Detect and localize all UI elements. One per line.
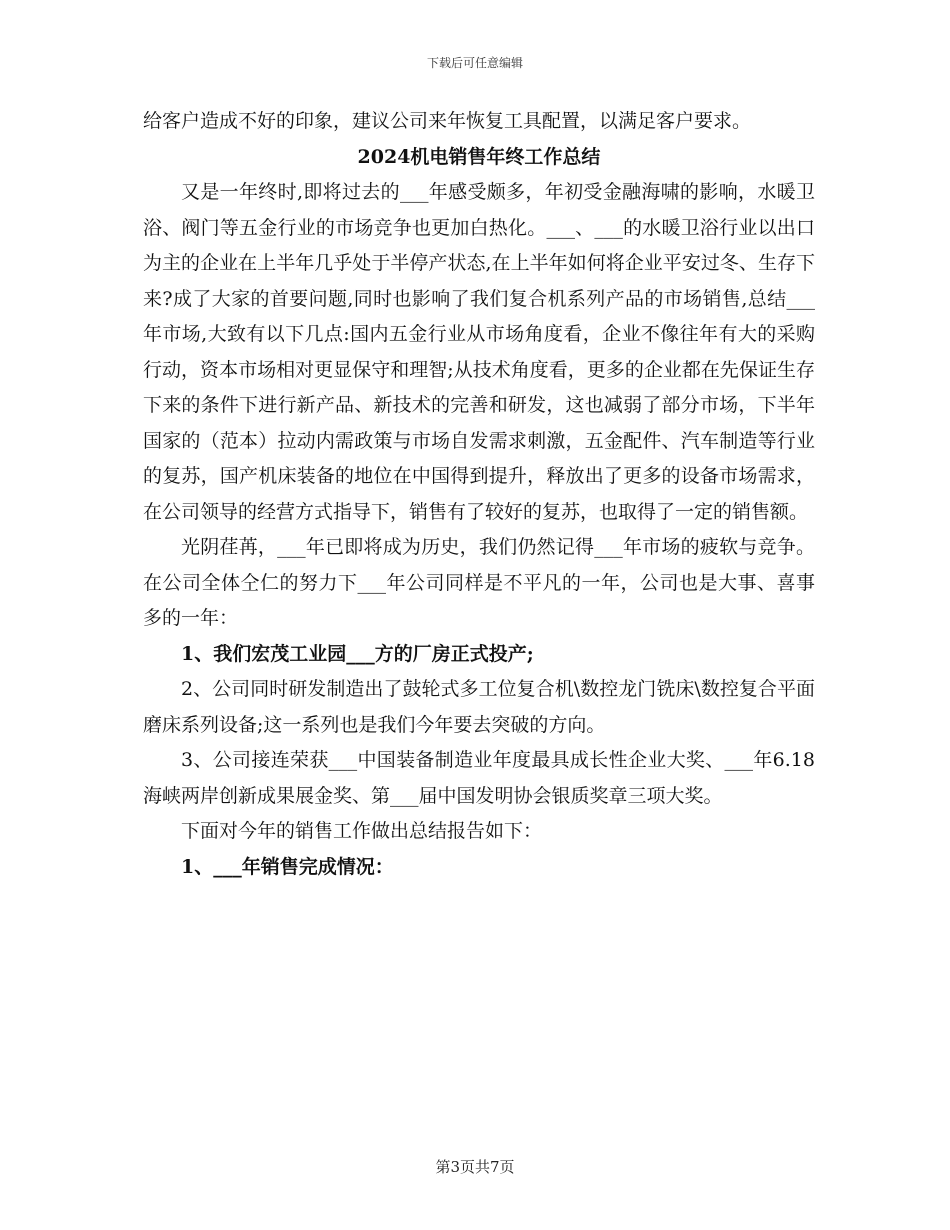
paragraph-intro: 又是一年终时,即将过去的___年感受颇多，年初受金融海啸的影响，水暖卫浴、阀门等五金行业的市场竞争也更加白热化。___、___的水暖卫浴行业以出口为主的企业在上半年几乎处于半停产状态,在上半年如何将企业平安过冬、生存下来?成了大家的首要问题,同时也影响了我们复合机系列产品的市场销售,总结___年市场,大致有以下几点:国内五金行业从市场角度看，企业不像往年有大的采购行动，资本市场相对更显保守和理智;从技术角度看，更多的企业都在先保证生存下来的条件下进行新产品、新技术的完善和研发，这也减弱了部分市场，下半年国家的（范本）拉动内需政策与市场自发需求刺激，五金配件、汽车制造等行业的复苏，国产机床装备的地位在中国得到提升，释放出了更多的设备市场需求，在公司领导的经营方式指导下，销售有了较好的复苏，也取得了一定的销售额。 [143,181,815,523]
document-title: 2024机电销售年终工作总结 [357,145,601,168]
section-heading-1: 1、___年销售完成情况： [181,855,394,878]
list-item-1: 1、我们宏茂工业园___方的厂房正式投产; [181,642,534,665]
document-body [143,104,815,885]
page-header: 下载后可任意编辑 [426,56,523,70]
list-item-2: 2、公司同时研发制造出了鼓轮式多工位复合机\数控龙门铣床\数控复合平面磨床系列设备;这一系列也是我们今年要去突破的方向。 [143,678,815,736]
list-item-3: 3、公司接连荣获___中国装备制造业年度最具成长性企业大奖、___年6.18海峡两岸创新成果展金奖、第___届中国发明协会银质奖章三项大奖。 [143,749,815,807]
paragraph-summary-intro: 下面对今年的销售工作做出总结报告如下： [181,820,543,842]
paragraph-review: 光阴荏苒，___年已即将成为历史，我们仍然记得___年市场的疲软与竞争。在公司全体仝仁的努力下___年公司同样是不平凡的一年，公司也是大事、喜事多的一年： [143,536,815,629]
paragraph-continued: 给客户造成不好的印象，建议公司来年恢复工具配置，以满足客户要求。 [143,110,752,132]
page-number: 第3页共7页 [435,1158,515,1176]
